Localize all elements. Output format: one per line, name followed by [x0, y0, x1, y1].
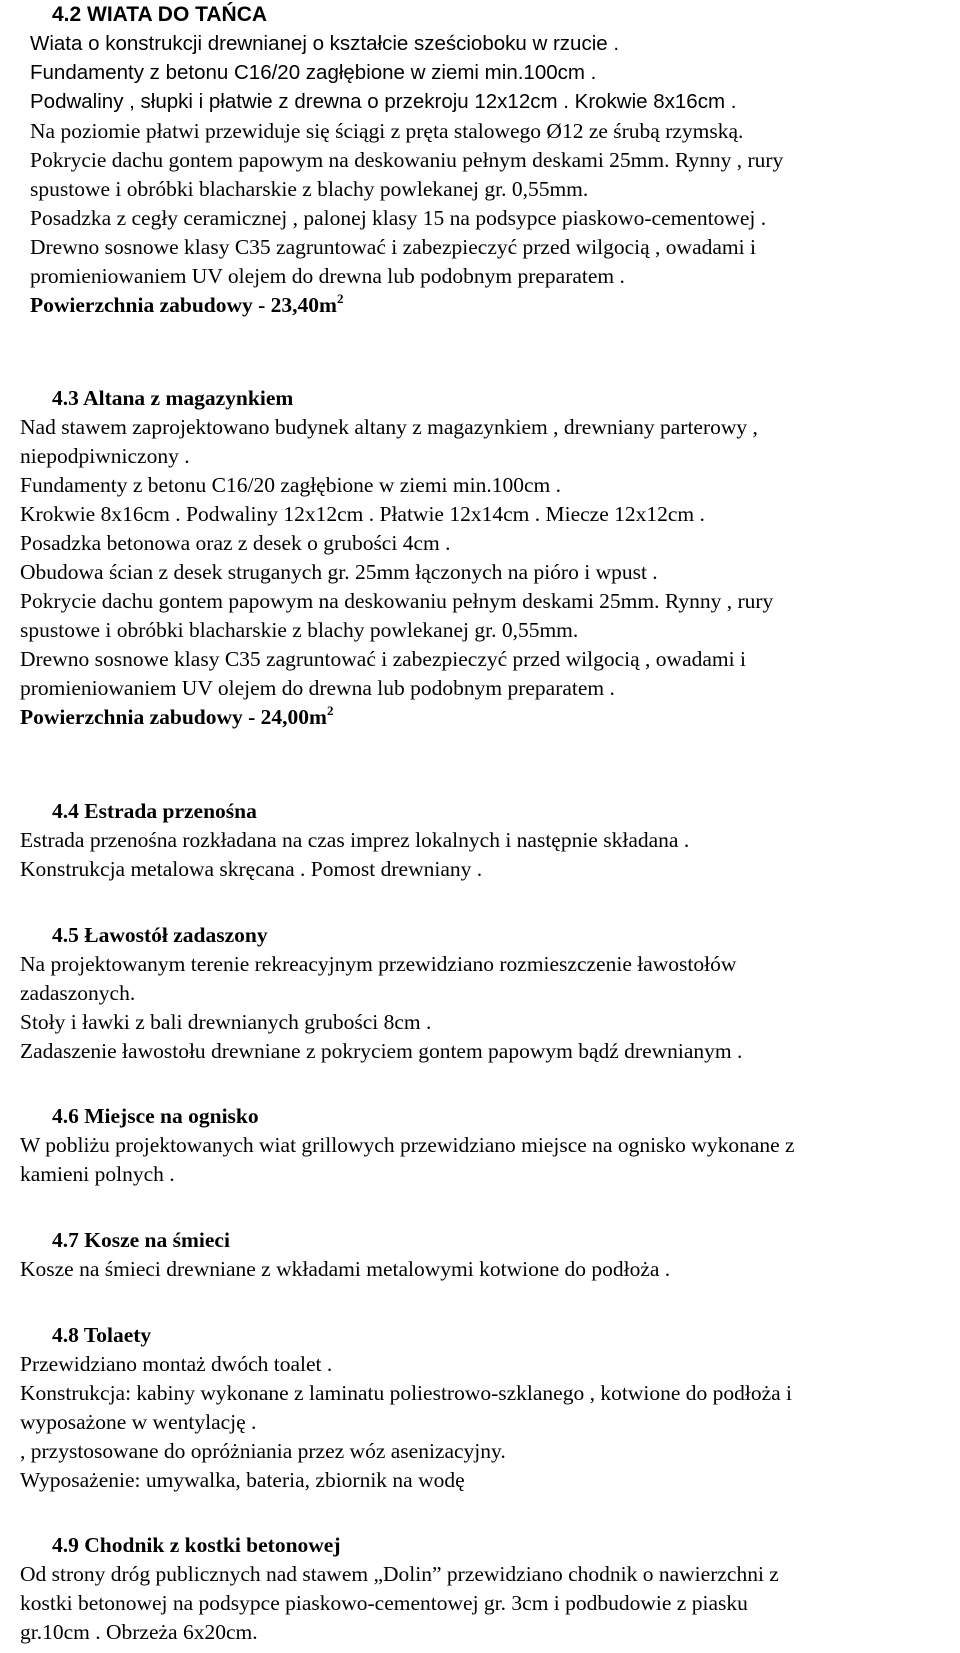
- area-label: Powierzchnia zabudowy - 24,00m: [20, 705, 327, 729]
- text-line: promieniowaniem UV olejem do drewna lub podobnym preparatem .: [30, 264, 625, 288]
- text-line: zadaszonych.: [20, 981, 136, 1005]
- area-unit-superscript: 2: [326, 703, 334, 718]
- text-line: Konstrukcja: kabiny wykonane z laminatu poliestrowo-szklanego , kotwione do podłoża i: [20, 1381, 793, 1405]
- text-line: Drewno sosnowe klasy C35 zagruntować i zabezpieczyć przed wilgocią , owadami i: [20, 647, 746, 671]
- text-line: spustowe i obróbki blacharskie z blachy powlekanej gr. 0,55mm.: [20, 618, 579, 642]
- text-line: Pokrycie dachu gontem papowym na deskowaniu pełnym deskami 25mm. Rynny , rury: [30, 148, 784, 172]
- text-line: Zadaszenie ławostołu drewniane z pokryciem gontem papowym bądź drewnianym .: [20, 1039, 743, 1063]
- area-summary-4-3: [20, 702, 333, 732]
- section-heading-4-3: 4.3 Altana z magazynkiem: [52, 386, 294, 410]
- section-heading-4-5: 4.5 Ławostół zadaszony: [52, 923, 268, 947]
- text-line: Konstrukcja metalowa skręcana . Pomost drewniany .: [20, 857, 483, 881]
- area-label: Powierzchnia zabudowy - 23,40m: [30, 293, 337, 317]
- section-heading-4-4: 4.4 Estrada przenośna: [52, 799, 257, 823]
- text-line: Wyposażenie: umywalka, bateria, zbiornik na wodę: [20, 1468, 465, 1492]
- text-line: W pobliżu projektowanych wiat grillowych przewidziano miejsce na ognisko wykonane z: [20, 1133, 795, 1157]
- text-line: gr.10cm . Obrzeża 6x20cm.: [20, 1620, 258, 1644]
- text-line: Obudowa ścian z desek struganych gr. 25mm łączonych na pióro i wpust .: [20, 560, 658, 584]
- text-line: wyposażone w wentylację .: [20, 1410, 257, 1434]
- section-heading-4-6: 4.6 Miejsce na ognisko: [52, 1104, 259, 1128]
- text-line: Drewno sosnowe klasy C35 zagruntować i zabezpieczyć przed wilgocią , owadami i: [30, 235, 756, 259]
- text-line: Estrada przenośna rozkładana na czas imprez lokalnych i następnie składana .: [20, 828, 690, 852]
- text-line: Od strony dróg publicznych nad stawem „Dolin” przewidziano chodnik o nawierzchni z: [20, 1562, 779, 1586]
- section-heading-4-8: 4.8 Tolaety: [52, 1323, 152, 1347]
- text-line: Fundamenty z betonu C16/20 zagłębione w ziemi min.100cm .: [30, 61, 597, 84]
- text-line: , przystosowane do opróżniania przez wóz asenizacyjny.: [20, 1439, 506, 1463]
- text-line: Na projektowanym terenie rekreacyjnym przewidziano rozmieszczenie ławostołów: [20, 952, 737, 976]
- text-line: Pokrycie dachu gontem papowym na deskowaniu pełnym deskami 25mm. Rynny , rury: [20, 589, 774, 613]
- section-heading-4-9: 4.9 Chodnik z kostki betonowej: [52, 1533, 341, 1557]
- text-line: kostki betonowej na podsypce piaskowo-cementowej gr. 3cm i podbudowie z piasku: [20, 1591, 748, 1615]
- text-line: Krokwie 8x16cm . Podwaliny 12x12cm . Płatwie 12x14cm . Miecze 12x12cm .: [20, 502, 705, 526]
- section-heading-4-2: 4.2 WIATA DO TAŃCA: [52, 3, 268, 26]
- text-line: Posadzka betonowa oraz z desek o grubości 4cm .: [20, 531, 451, 555]
- text-line: Przewidziano montaż dwóch toalet .: [20, 1352, 333, 1376]
- text-line: Fundamenty z betonu C16/20 zagłębione w ziemi min.100cm .: [20, 473, 561, 497]
- text-line: Na poziomie płatwi przewiduje się ściągi z pręta stalowego Ø12 ze śrubą rzymską.: [30, 119, 744, 143]
- text-line: Nad stawem zaprojektowano budynek altany z magazynkiem , drewniany parterowy ,: [20, 415, 758, 439]
- text-line: Posadzka z cegły ceramicznej , palonej klasy 15 na podsypce piaskowo-cementowej .: [30, 206, 767, 230]
- text-line: Stoły i ławki z bali drewnianych grubości 8cm .: [20, 1010, 432, 1034]
- text-line: Podwaliny , słupki i płatwie z drewna o przekroju 12x12cm . Krokwie 8x16cm .: [30, 90, 737, 113]
- area-unit-superscript: 2: [336, 291, 344, 306]
- text-line: kamieni polnych .: [20, 1162, 175, 1186]
- section-heading-4-7: 4.7 Kosze na śmieci: [52, 1228, 230, 1252]
- text-line: niepodpiwniczony .: [20, 444, 190, 468]
- area-summary-4-2: [30, 290, 343, 320]
- text-line: Kosze na śmieci drewniane z wkładami metalowymi kotwione do podłoża .: [20, 1257, 671, 1281]
- text-line: promieniowaniem UV olejem do drewna lub podobnym preparatem .: [20, 676, 615, 700]
- text-line: spustowe i obróbki blacharskie z blachy powlekanej gr. 0,55mm.: [30, 177, 589, 201]
- text-line: Wiata o konstrukcji drewnianej o kształcie sześcioboku w rzucie .: [30, 32, 620, 55]
